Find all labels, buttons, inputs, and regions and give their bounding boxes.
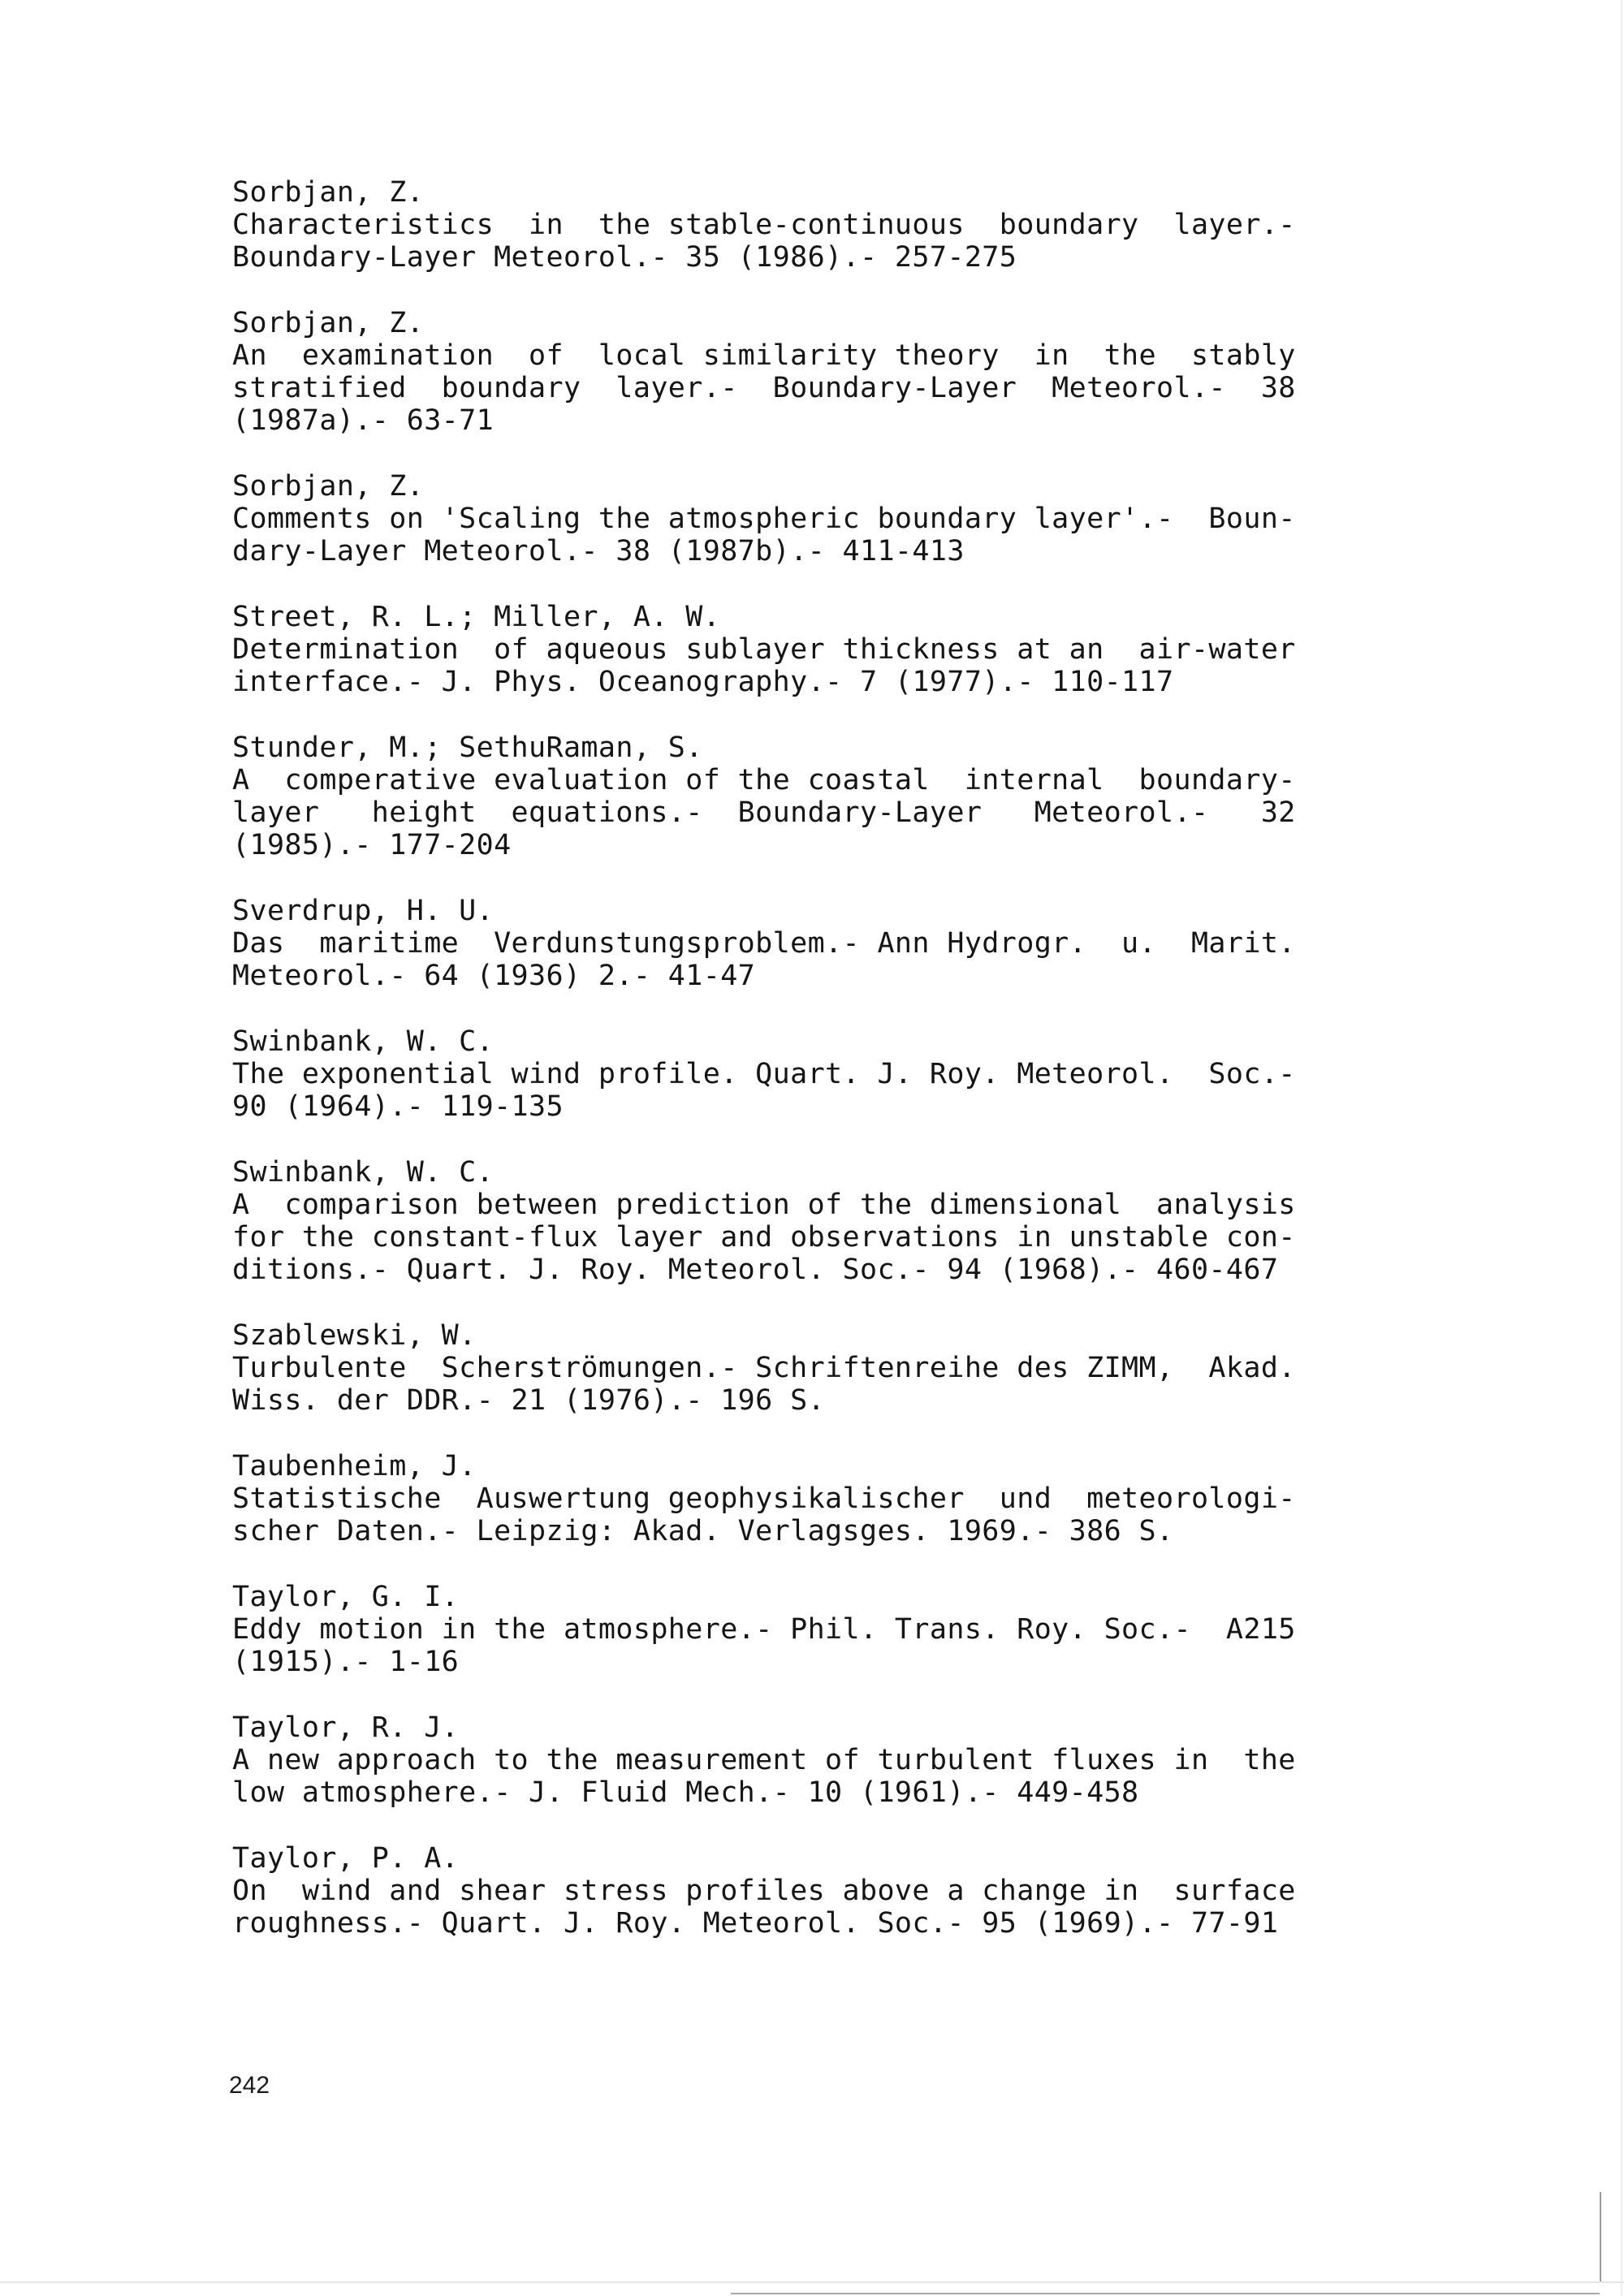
reference-text-line: Boundary-Layer Meteorol.- 35 (1986).- 257-275 — [232, 241, 1017, 274]
scan-artifact-line — [1600, 2192, 1601, 2281]
reference-text-line: Comments on 'Scaling the atmospheric boundary layer'.- Boun- — [232, 503, 1296, 535]
reference-author: Taylor, P. A. — [232, 1842, 460, 1875]
reference-text-line: Das maritime Verdunstungsproblem.- Ann Hydrogr. u. Marit. — [232, 927, 1296, 960]
reference-author: Szablewski, W. — [232, 1319, 477, 1352]
reference-text-line: Eddy motion in the atmosphere.- Phil. Trans. Roy. Soc.- A215 — [232, 1613, 1296, 1646]
reference-entry — [232, 1711, 1431, 1809]
reference-author: Sverdrup, H. U. — [232, 895, 495, 927]
page-number: 242 — [229, 2072, 270, 2099]
reference-author: Swinbank, W. C. — [232, 1025, 495, 1058]
reference-entry — [232, 1156, 1431, 1286]
reference-author: Sorbjan, Z. — [232, 307, 425, 339]
reference-text-line: 90 (1964).- 119-135 — [232, 1090, 564, 1123]
scan-edge-bottom — [0, 2281, 1624, 2283]
reference-text-line: (1985).- 177-204 — [232, 829, 512, 861]
reference-text-line: A new approach to the measurement of turbulent fluxes in the — [232, 1744, 1296, 1776]
reference-text-line: roughness.- Quart. J. Roy. Meteorol. Soc.- 95 (1969).- 77-91 — [232, 1907, 1279, 1940]
reference-author: Taylor, G. I. — [232, 1581, 460, 1613]
reference-author: Sorbjan, Z. — [232, 176, 425, 209]
reference-entry — [232, 895, 1431, 992]
reference-author: Taubenheim, J. — [232, 1450, 477, 1482]
scan-edge-right — [1621, 0, 1622, 2296]
reference-author: Stunder, M.; SethuRaman, S. — [232, 732, 703, 764]
reference-entry — [232, 1319, 1431, 1417]
reference-text-line: Wiss. der DDR.- 21 (1976).- 196 S. — [232, 1384, 826, 1417]
reference-text-line: An examination of local similarity theory in the stably — [232, 339, 1296, 372]
reference-text-line: Turbulente Scherströmungen.- Schriftenreihe des ZIMM, Akad. — [232, 1352, 1296, 1384]
reference-text-line: Determination of aqueous sublayer thickness at an air-water — [232, 633, 1296, 666]
reference-entry — [232, 1025, 1431, 1123]
reference-list — [232, 176, 1431, 1973]
reference-entry — [232, 732, 1431, 861]
reference-text-line: scher Daten.- Leipzig: Akad. Verlagsges. 1969.- 386 S. — [232, 1515, 1174, 1547]
reference-entry — [232, 470, 1431, 568]
reference-entry — [232, 176, 1431, 274]
reference-text-line: ditions.- Quart. J. Roy. Meteorol. Soc.- 94 (1968).- 460-467 — [232, 1254, 1279, 1286]
reference-text-line: Characteristics in the stable-continuous boundary layer.- — [232, 209, 1296, 241]
reference-author: Sorbjan, Z. — [232, 470, 425, 503]
reference-text-line: The exponential wind profile. Quart. J. Roy. Meteorol. Soc.- — [232, 1058, 1296, 1090]
reference-text-line: A comperative evaluation of the coastal internal boundary- — [232, 764, 1296, 796]
reference-text-line: Meteorol.- 64 (1936) 2.- 41-47 — [232, 960, 756, 992]
reference-text-line: A comparison between prediction of the dimensional analysis — [232, 1189, 1296, 1221]
reference-text-line: Statistische Auswertung geophysikalischer und meteorologi- — [232, 1482, 1296, 1515]
reference-text-line: interface.- J. Phys. Oceanography.- 7 (1977).- 110-117 — [232, 666, 1174, 698]
reference-text-line: (1987a).- 63-71 — [232, 404, 495, 437]
reference-text-line: On wind and shear stress profiles above a change in surface — [232, 1875, 1296, 1907]
reference-text-line: dary-Layer Meteorol.- 38 (1987b).- 411-413 — [232, 535, 965, 568]
reference-author: Street, R. L.; Miller, A. W. — [232, 601, 721, 633]
reference-text-line: for the constant-flux layer and observations in unstable con- — [232, 1221, 1296, 1254]
reference-entry — [232, 601, 1431, 698]
reference-author: Swinbank, W. C. — [232, 1156, 495, 1189]
reference-entry — [232, 1450, 1431, 1547]
reference-text-line: low atmosphere.- J. Fluid Mech.- 10 (1961).- 449-458 — [232, 1776, 1139, 1809]
scan-artifact-line-bottom — [731, 2293, 1600, 2294]
reference-entry — [232, 307, 1431, 437]
reference-entry — [232, 1581, 1431, 1678]
reference-text-line: layer height equations.- Boundary-Layer Meteorol.- 32 — [232, 796, 1296, 829]
reference-author: Taylor, R. J. — [232, 1711, 460, 1744]
reference-entry — [232, 1842, 1431, 1940]
reference-text-line: stratified boundary layer.- Boundary-Layer Meteorol.- 38 — [232, 372, 1296, 404]
reference-text-line: (1915).- 1-16 — [232, 1646, 460, 1678]
